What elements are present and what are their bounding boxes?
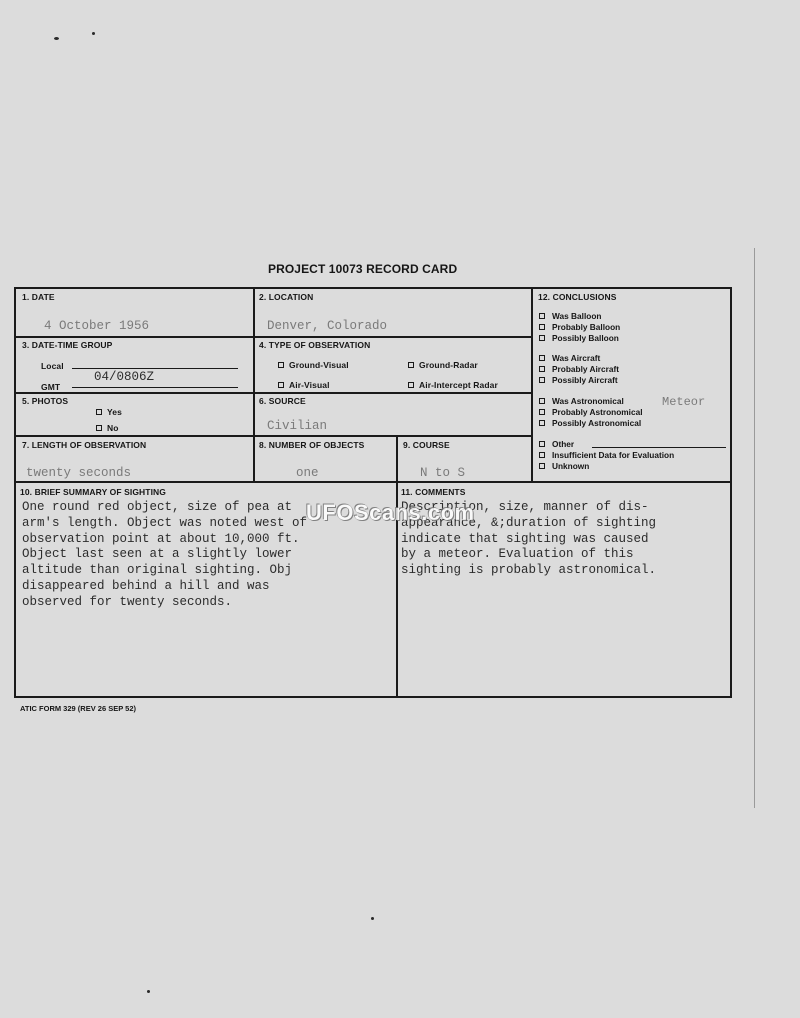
comments-text: Description, size, manner of dis- appearance, &;duration of sighting indicate that sighting was caused by a meteor. Evaluation of this sighting is probably astronomical.	[401, 500, 657, 578]
dtg-gmt-line	[72, 387, 238, 388]
conclusion-probably-balloon: Probably Balloon	[539, 322, 620, 333]
scan-speck	[147, 990, 150, 993]
checkbox-icon	[278, 362, 284, 368]
ground-visual-option: Ground-Visual	[278, 360, 349, 370]
divider	[253, 289, 255, 481]
dtg-local-label: Local	[41, 361, 64, 371]
conclusion-was-astronomical: Was Astronomical	[539, 396, 624, 407]
watermark: UFOScans.com	[306, 500, 475, 525]
scan-speck	[371, 917, 374, 920]
date-label: 1. DATE	[22, 292, 55, 302]
date-value: 4 October 1956	[44, 319, 150, 333]
checkbox-icon	[96, 425, 102, 431]
course-label: 9. COURSE	[403, 440, 450, 450]
scan-speck	[92, 32, 95, 35]
photos-label: 5. PHOTOS	[22, 396, 69, 406]
location-value: Denver, Colorado	[267, 319, 388, 333]
photos-no-option: No	[96, 423, 119, 433]
checkbox-icon	[408, 362, 414, 368]
length-value: twenty seconds	[26, 466, 132, 480]
dtg-gmt-value: 04/0806Z	[94, 370, 155, 384]
location-label: 2. LOCATION	[259, 292, 314, 302]
meteor-note: Meteor	[662, 395, 706, 409]
dtg-gmt-label: GMT	[41, 382, 61, 392]
checkbox-icon	[539, 313, 545, 319]
conclusion-unknown: Unknown	[539, 461, 589, 472]
checkbox-icon	[278, 382, 284, 388]
checkbox-icon	[539, 377, 545, 383]
num-objects-value: one	[296, 466, 319, 480]
conclusion-probably-astronomical: Probably Astronomical	[539, 407, 643, 418]
card-title: PROJECT 10073 RECORD CARD	[268, 262, 458, 276]
checkbox-icon	[539, 335, 545, 341]
conclusion-possibly-balloon: Possibly Balloon	[539, 333, 619, 344]
divider	[396, 436, 398, 696]
checkbox-icon	[539, 420, 545, 426]
conclusion-probably-aircraft: Probably Aircraft	[539, 364, 619, 375]
air-intercept-radar-option: Air-Intercept Radar	[408, 380, 498, 390]
conclusion-other: Other	[539, 439, 574, 450]
photos-yes-option: Yes	[96, 407, 122, 417]
observation-type-label: 4. TYPE OF OBSERVATION	[259, 340, 371, 350]
checkbox-icon	[539, 324, 545, 330]
conclusion-insufficient-data: Insufficient Data for Evaluation	[539, 450, 674, 461]
checkbox-icon	[539, 463, 545, 469]
conclusion-was-balloon: Was Balloon	[539, 311, 601, 322]
summary-text: One round red object, size of pea at arm's length. Object was noted west of observation point at about 10,000 ft. Object last seen at a slightly lower altitude than original sighting. Obj disappeared behind a hill and was observed for twenty seconds.	[22, 500, 308, 609]
scan-speck	[54, 37, 59, 40]
checkbox-icon	[96, 409, 102, 415]
dtg-label: 3. DATE-TIME GROUP	[22, 340, 113, 350]
length-label: 7. LENGTH OF OBSERVATION	[22, 440, 147, 450]
ground-radar-option: Ground-Radar	[408, 360, 478, 370]
source-value: Civilian	[267, 419, 328, 433]
conclusions-label: 12. CONCLUSIONS	[538, 292, 617, 302]
num-objects-label: 8. NUMBER OF OBJECTS	[259, 440, 365, 450]
checkbox-icon	[539, 409, 545, 415]
comments-label: 11. COMMENTS	[401, 487, 466, 497]
divider	[16, 481, 730, 483]
form-identifier: ATIC FORM 329 (REV 26 SEP 52)	[20, 704, 137, 713]
summary-label: 10. BRIEF SUMMARY OF SIGHTING	[20, 487, 166, 497]
other-line	[592, 447, 726, 448]
course-value: N to S	[420, 466, 466, 480]
conclusion-was-aircraft: Was Aircraft	[539, 353, 600, 364]
conclusion-possibly-aircraft: Possibly Aircraft	[539, 375, 618, 386]
divider	[16, 336, 531, 338]
conclusion-possibly-astronomical: Possibly Astronomical	[539, 418, 641, 429]
air-visual-option: Air-Visual	[278, 380, 330, 390]
divider	[531, 289, 533, 481]
checkbox-icon	[539, 441, 545, 447]
checkbox-icon	[539, 452, 545, 458]
dtg-local-line	[72, 368, 238, 369]
divider	[16, 392, 531, 394]
source-label: 6. SOURCE	[259, 396, 306, 406]
page-edge-line	[754, 248, 755, 808]
checkbox-icon	[539, 355, 545, 361]
checkbox-icon	[408, 382, 414, 388]
checkbox-icon	[539, 398, 545, 404]
divider	[16, 435, 531, 437]
checkbox-icon	[539, 366, 545, 372]
